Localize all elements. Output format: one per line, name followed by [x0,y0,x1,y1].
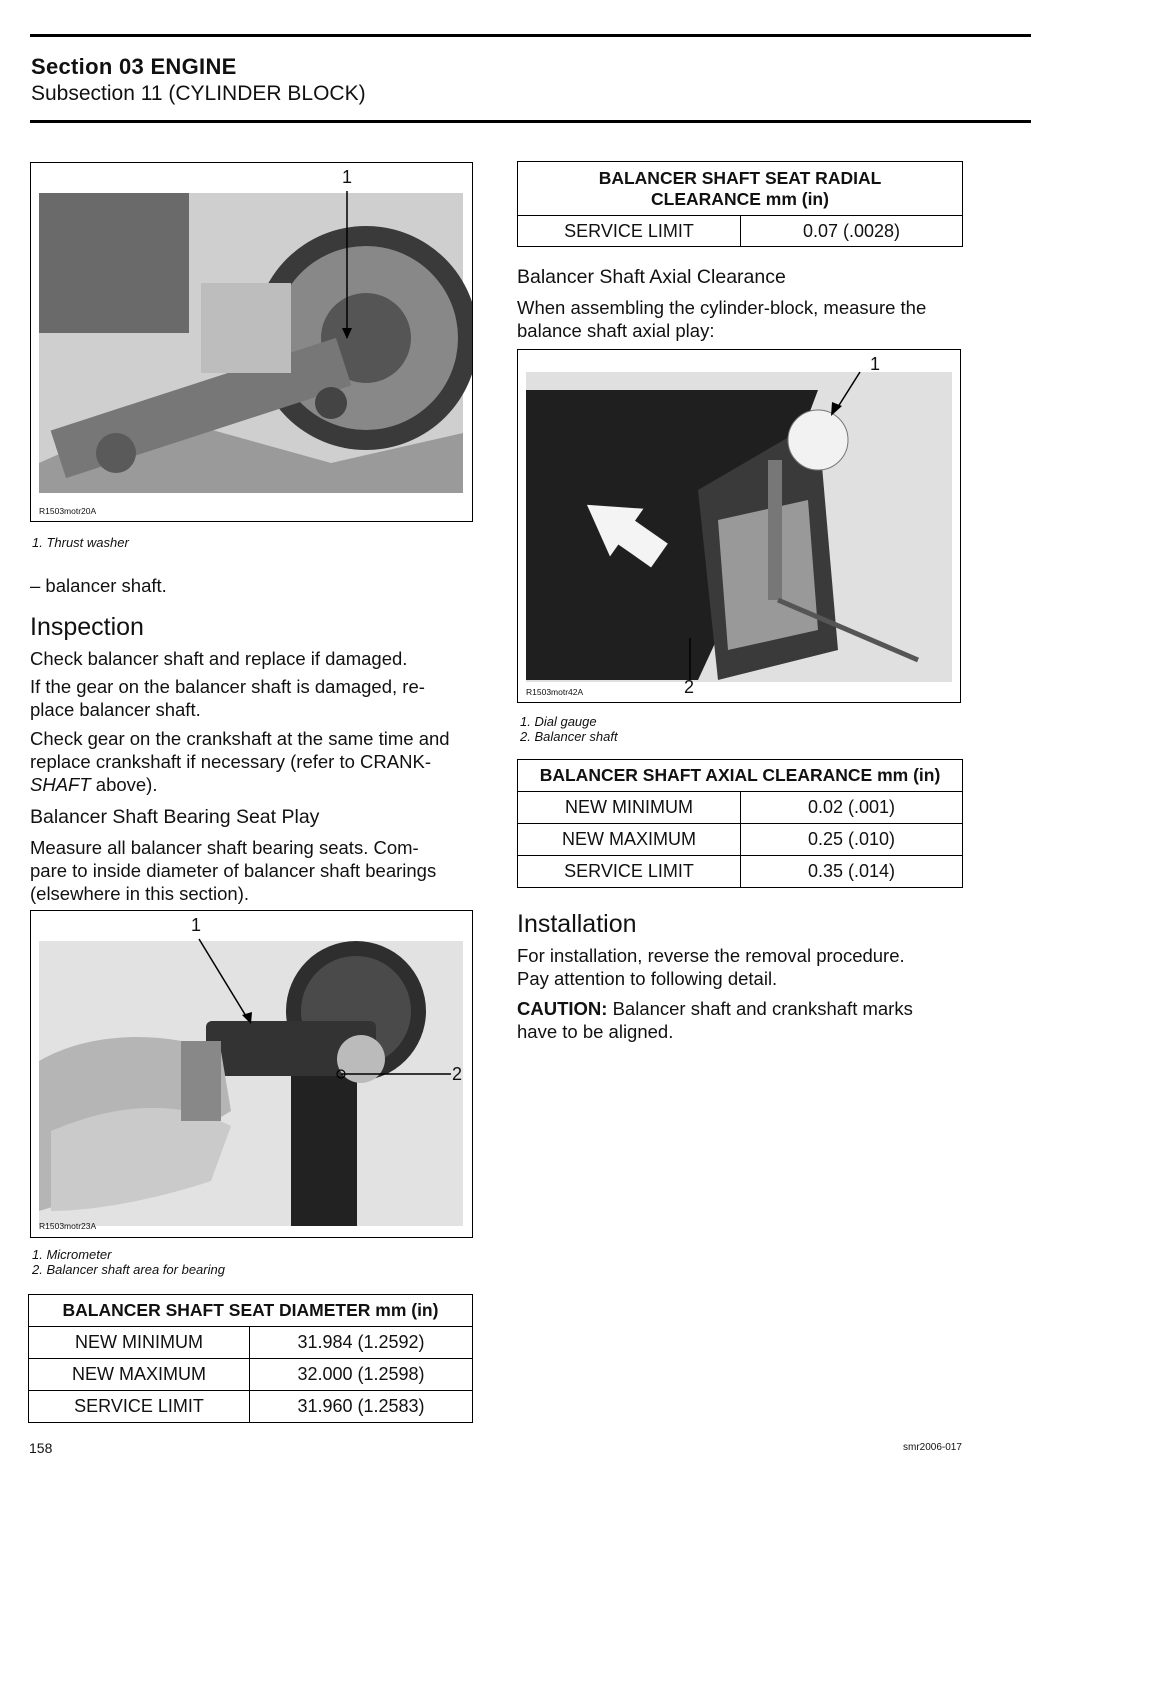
row-label: NEW MAXIMUM [29,1359,250,1391]
bearing-seat-line1: Measure all balancer shaft bearing seats. Com- [30,837,419,858]
figure-dial-gauge [517,349,961,703]
table-row [518,856,963,888]
inspection-paragraph-1: Check balancer shaft and replace if damaged. [30,648,408,669]
engine-photo-thrust-washer [31,163,472,521]
figure2-caption-2: 2. Balancer shaft area for bearing [32,1262,225,1277]
row-label: SERVICE LIMIT [518,216,741,247]
table-row [518,792,963,824]
seat-diameter-title: BALANCER SHAFT SEAT DIAMETER mm (in) [29,1295,473,1327]
figure2-callout-1: 1 [191,915,202,935]
row-value: 31.984 (1.2592) [250,1327,473,1359]
row-value: 0.35 (.014) [741,856,963,888]
figure3-caption-1: 1. Dial gauge [520,714,597,729]
figure1-code: R1503motr20A [39,506,97,516]
figure-micrometer [30,910,473,1238]
row-label: NEW MINIMUM [29,1327,250,1359]
dial-gauge-photo [518,350,960,702]
figure3-callout-1: 1 [870,354,881,374]
heading-installation: Installation [517,910,637,938]
figure2-code: R1503motr23A [39,1221,97,1231]
caution-label: CAUTION: [517,998,608,1019]
row-value: 0.07 (.0028) [741,216,963,247]
installation-paragraph [517,944,905,990]
row-value: 0.25 (.010) [741,824,963,856]
radial-title-line2: CLEARANCE mm (in) [651,188,829,209]
bearing-seat-paragraph [30,836,436,905]
figure1-callout-1: 1 [342,167,353,187]
caution-text-1: Balancer shaft and crankshaft marks [607,998,913,1019]
row-value: 0.02 (.001) [741,792,963,824]
row-label: NEW MINIMUM [518,792,741,824]
figure3-caption-2: 2. Balancer shaft [520,729,618,744]
axial-line2: balance shaft axial play: [517,320,715,341]
table-row [518,824,963,856]
bearing-seat-line3: (elsewhere in this section). [30,883,250,904]
heading-axial-clearance: Balancer Shaft Axial Clearance [517,266,786,288]
heading-bearing-seat-play: Balancer Shaft Bearing Seat Play [30,806,320,828]
figure2-caption-1: 1. Micrometer [32,1247,112,1262]
table-row [29,1391,473,1423]
figure2-callout-2: 2 [452,1064,463,1084]
header-bottom-rule [30,120,1031,123]
installation-line2: Pay attention to following detail. [517,968,778,989]
top-rule [30,34,1031,37]
axial-paragraph [517,296,926,342]
table-axial-clearance [517,759,963,888]
table-row [29,1359,473,1391]
inspection-p3-line1: Check gear on the crankshaft at the same time and [30,728,450,749]
caution-paragraph [517,997,913,1043]
caution-line2: have to be aligned. [517,1021,674,1042]
row-label: SERVICE LIMIT [29,1391,250,1423]
inspection-paragraph-2 [30,675,425,721]
row-value: 32.000 (1.2598) [250,1359,473,1391]
inspection-p3-line2: replace crankshaft if necessary (refer to CRANK- [30,751,431,772]
row-value: 31.960 (1.2583) [250,1391,473,1423]
inspection-p2-line2: place balancer shaft. [30,699,201,720]
figure3-captions [520,714,618,744]
inspection-p3-line3 [30,773,450,796]
radial-clearance-title [518,162,963,216]
micrometer-photo [31,911,472,1237]
page-number: 158 [29,1440,53,1456]
bearing-seat-line2: pare to inside diameter of balancer shaft bearings [30,860,437,881]
figure1-caption: 1. Thrust washer [32,535,129,550]
subsection-title: Subsection 11 (CYLINDER BLOCK) [31,82,366,105]
row-label: NEW MAXIMUM [518,824,741,856]
inspection-paragraph-3 [30,727,450,796]
figure3-code: R1503motr42A [526,687,584,697]
row-label: SERVICE LIMIT [518,856,741,888]
table-row [29,1327,473,1359]
table-row [518,216,963,247]
table-seat-diameter [28,1294,473,1423]
heading-inspection: Inspection [30,613,144,641]
axial-line1: When assembling the cylinder-block, measure the [517,297,927,318]
crankshaft-reference: SHAFT [30,774,91,795]
bullet-balancer-shaft: – balancer shaft. [30,575,167,596]
inspection-p2-line1: If the gear on the balancer shaft is damaged, re- [30,676,425,697]
radial-title-line1: BALANCER SHAFT SEAT RADIAL [598,167,882,188]
inspection-p3-line3-rest: above). [90,774,158,795]
figure2-captions [32,1247,225,1277]
installation-line1: For installation, reverse the removal procedure. [517,945,905,966]
figure-thrust-washer [30,162,473,522]
caution-line1 [517,997,913,1020]
figure3-callout-2: 2 [684,677,695,697]
axial-clearance-title: BALANCER SHAFT AXIAL CLEARANCE mm (in) [518,760,963,792]
section-title: Section 03 ENGINE [31,54,237,79]
table-radial-clearance [517,161,963,247]
document-code: smr2006-017 [903,1442,962,1453]
